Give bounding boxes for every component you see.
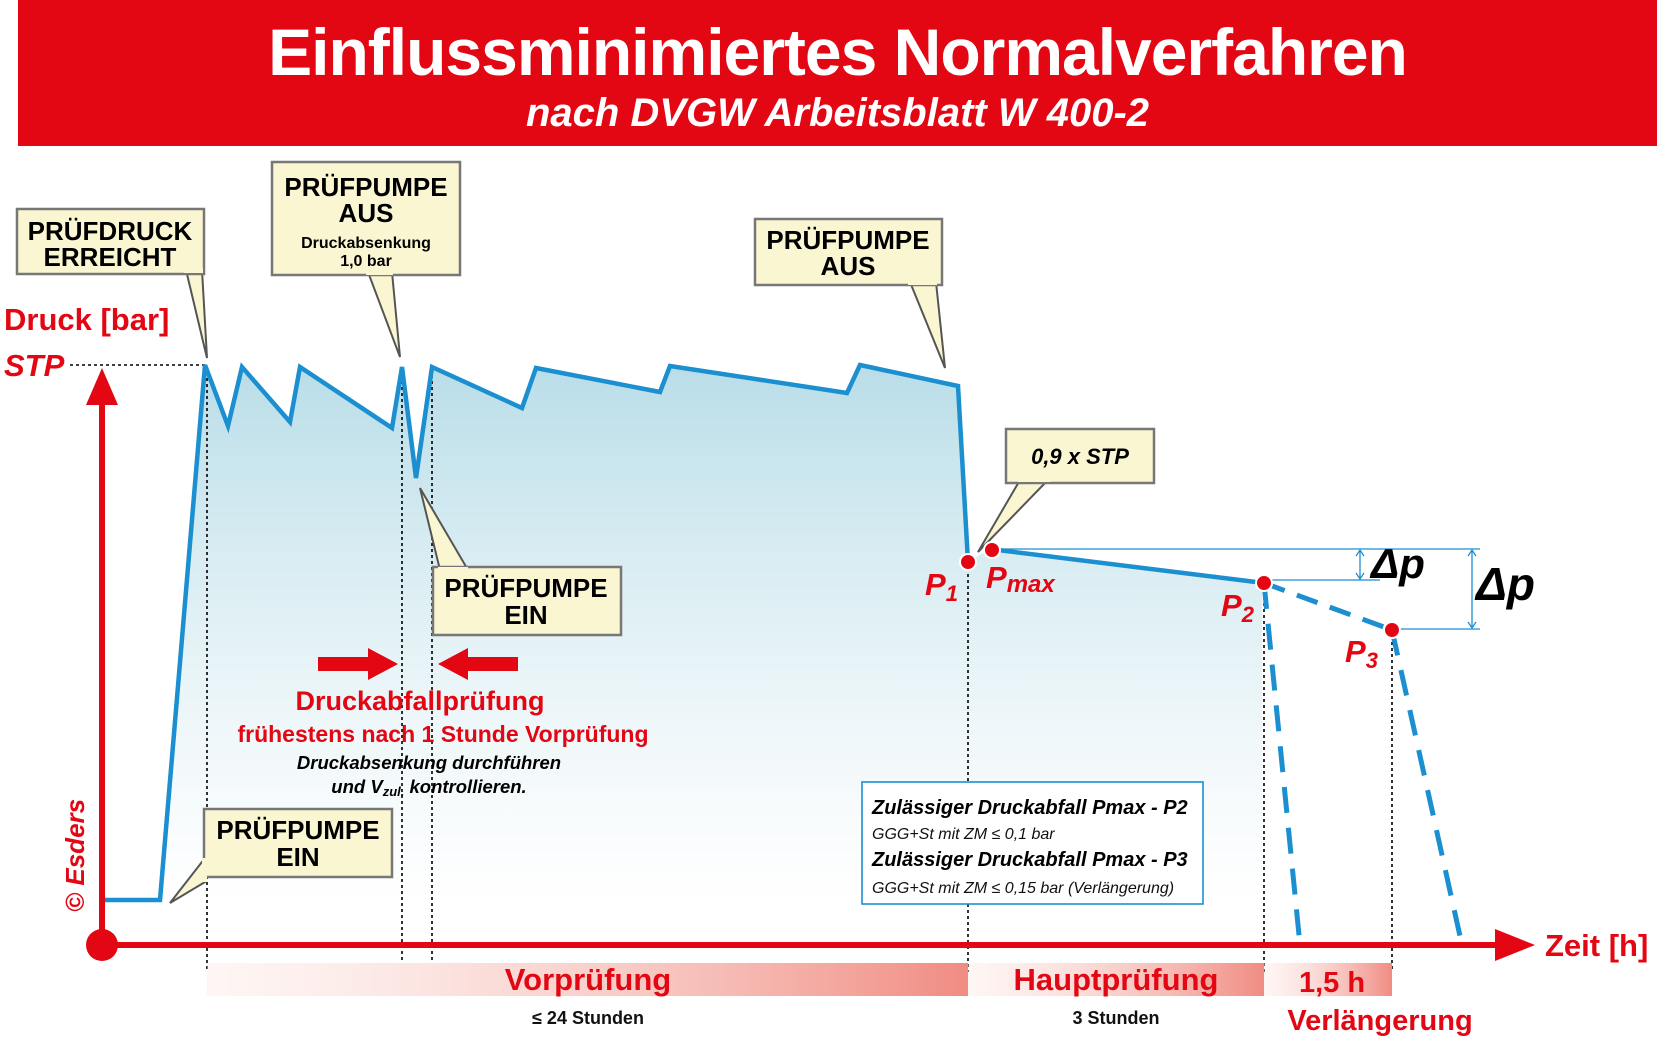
page-subtitle: nach DVGW Arbeitsblatt W 400-2	[525, 91, 1150, 135]
p2-label: P2	[1221, 588, 1254, 627]
svg-text:1,0 bar: 1,0 bar	[340, 253, 392, 270]
pmax-label: Pmax	[986, 560, 1055, 598]
delta-p-small: Δp	[1371, 540, 1425, 587]
phase-vorpruefung: Vorprüfung	[504, 962, 672, 997]
stp-label: STP	[4, 348, 65, 383]
p1-label: P1	[925, 567, 958, 606]
phase-hauptpruefung: Hauptprüfung	[1013, 962, 1219, 997]
tolerance-legend-box	[862, 782, 1203, 904]
svg-text:GGG+St mit ZM ≤ 0,15 bar (Verl: GGG+St mit ZM ≤ 0,15 bar (Verlängerung)	[872, 880, 1175, 897]
phase-vorpruefung-duration: ≤ 24 Stunden	[532, 1008, 644, 1028]
callout-stp-factor	[978, 429, 1154, 552]
svg-text:PRÜFPUMPE: PRÜFPUMPE	[766, 225, 930, 255]
svg-text:PRÜFDRUCK: PRÜFDRUCK	[27, 216, 193, 246]
svg-text:PRÜFPUMPE: PRÜFPUMPE	[216, 815, 380, 845]
svg-text:EIN: EIN	[504, 600, 548, 630]
svg-text:Zulässiger Druckabfall Pmax -: Zulässiger Druckabfall Pmax - P2	[872, 797, 1188, 819]
origin-dot	[86, 929, 118, 961]
drop-p2-curve	[1264, 583, 1300, 945]
svg-text:ERREICHT: ERREICHT	[43, 242, 177, 272]
y-axis	[86, 368, 118, 945]
svg-text:Zulässiger Druckabfall Pmax -: Zulässiger Druckabfall Pmax - P3	[872, 849, 1188, 871]
svg-text:GGG+St mit ZM ≤ 0,1 bar: GGG+St mit ZM ≤ 0,1 bar	[872, 826, 1055, 843]
svg-text:PRÜFPUMPE: PRÜFPUMPE	[284, 172, 448, 202]
svg-text:AUS: AUS	[820, 251, 876, 281]
svg-text:EIN: EIN	[276, 842, 320, 872]
p3-label: P3	[1345, 634, 1378, 673]
svg-text:PRÜFPUMPE: PRÜFPUMPE	[444, 573, 608, 603]
svg-text:AUS: AUS	[338, 198, 394, 228]
delta-p-large: Δp	[1476, 558, 1535, 610]
svg-text:0,9 x STP: 0,9 x STP	[1031, 444, 1129, 469]
x-axis-label: Zeit [h]	[1545, 928, 1649, 963]
phase-verlaengerung: Verlängerung	[1287, 1005, 1473, 1037]
page-title: Einflussminimiertes Normalverfahren	[268, 15, 1407, 89]
druckabfall-subtitle: frühestens nach 1 Stunde Vorprüfung	[237, 721, 649, 747]
verlaengerung-curve	[1264, 583, 1392, 630]
druckabfall-title: Druckabfallprüfung	[295, 686, 545, 716]
phase-hauptpruefung-duration: 3 Stunden	[1072, 1008, 1160, 1028]
y-axis-label: Druck [bar]	[4, 302, 170, 337]
phase-verlaengerung-duration: 1,5 h	[1298, 967, 1366, 999]
callout-pruefpumpe-aus-1	[272, 162, 460, 357]
druckabfall-note-2: und Vzul. kontrollieren.	[331, 776, 527, 799]
drop-p3-curve	[1392, 630, 1462, 945]
copyright-label: © Esders	[60, 798, 90, 912]
callout-pruefpumpe-aus-2	[755, 219, 945, 368]
svg-text:Druckabsenkung: Druckabsenkung	[301, 235, 431, 252]
x-axis	[102, 929, 1535, 961]
druckabfall-note-1: Druckabsenkung durchführen	[296, 752, 562, 773]
